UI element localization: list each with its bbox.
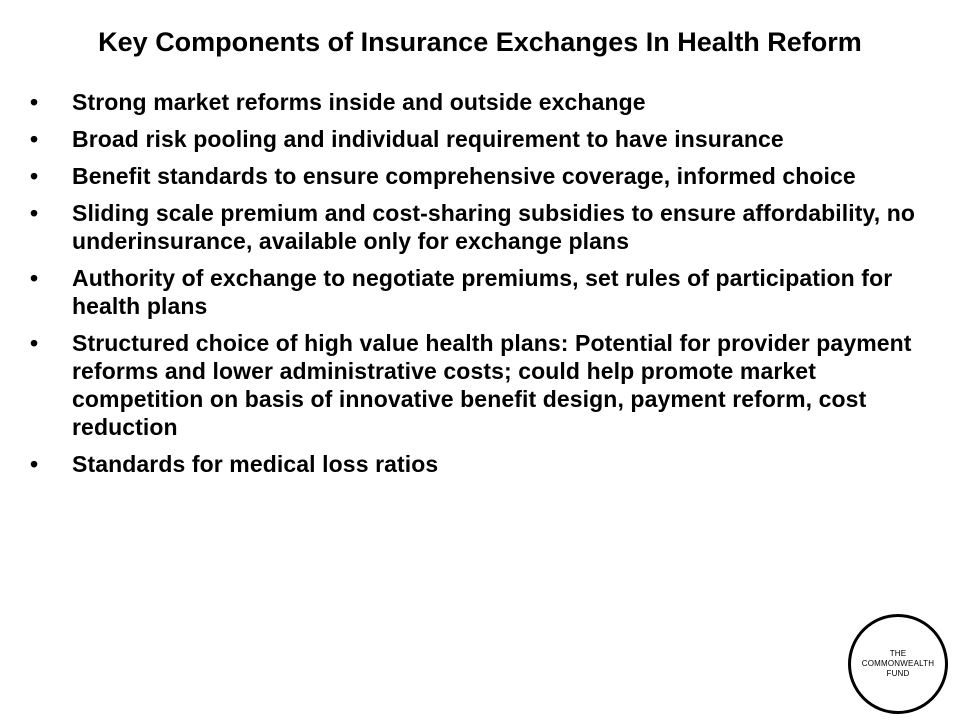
bullet-text: Benefit standards to ensure comprehensive coverage, informed choice [72, 163, 856, 189]
bullet-text: Strong market reforms inside and outside exchange [72, 89, 646, 115]
bullet-marker: • [30, 126, 39, 152]
bullet-item [30, 125, 930, 153]
bullet-text: Standards for medical loss ratios [72, 451, 439, 477]
bullet-marker: • [30, 89, 39, 115]
bullet-marker: • [30, 451, 39, 477]
bullet-marker: • [30, 330, 39, 356]
bullet-item [30, 162, 930, 190]
bullet-item [30, 450, 930, 478]
bullet-item [30, 329, 930, 441]
logo-line-fund: FUND [886, 669, 910, 678]
bullet-marker: • [30, 200, 39, 226]
bullet-item [30, 199, 930, 255]
logo-line-the: THE [889, 649, 907, 658]
logo-line-commonwealth: COMMONWEALTH [861, 659, 935, 668]
bullet-text: Authority of exchange to negotiate premiums, set rules of participation for health plans [72, 265, 893, 319]
bullet-item [30, 88, 930, 116]
slide-title: Key Components of Insurance Exchanges In Health Reform [98, 27, 862, 57]
bullet-marker: • [30, 265, 39, 291]
bullet-text: Sliding scale premium and cost-sharing subsidies to ensure affordability, no underinsurance, available only for exchange plans [72, 200, 916, 254]
bullet-list [30, 88, 930, 487]
bullet-text: Structured choice of high value health plans: Potential for provider payment reforms and lower administrative costs; could help promote market competition on basis of innovative benefit design, payment reform, cost reduction [72, 330, 912, 440]
bullet-marker: • [30, 163, 39, 189]
bullet-text: Broad risk pooling and individual requirement to have insurance [72, 126, 784, 152]
commonwealth-fund-logo [848, 614, 948, 714]
bullet-item [30, 264, 930, 320]
